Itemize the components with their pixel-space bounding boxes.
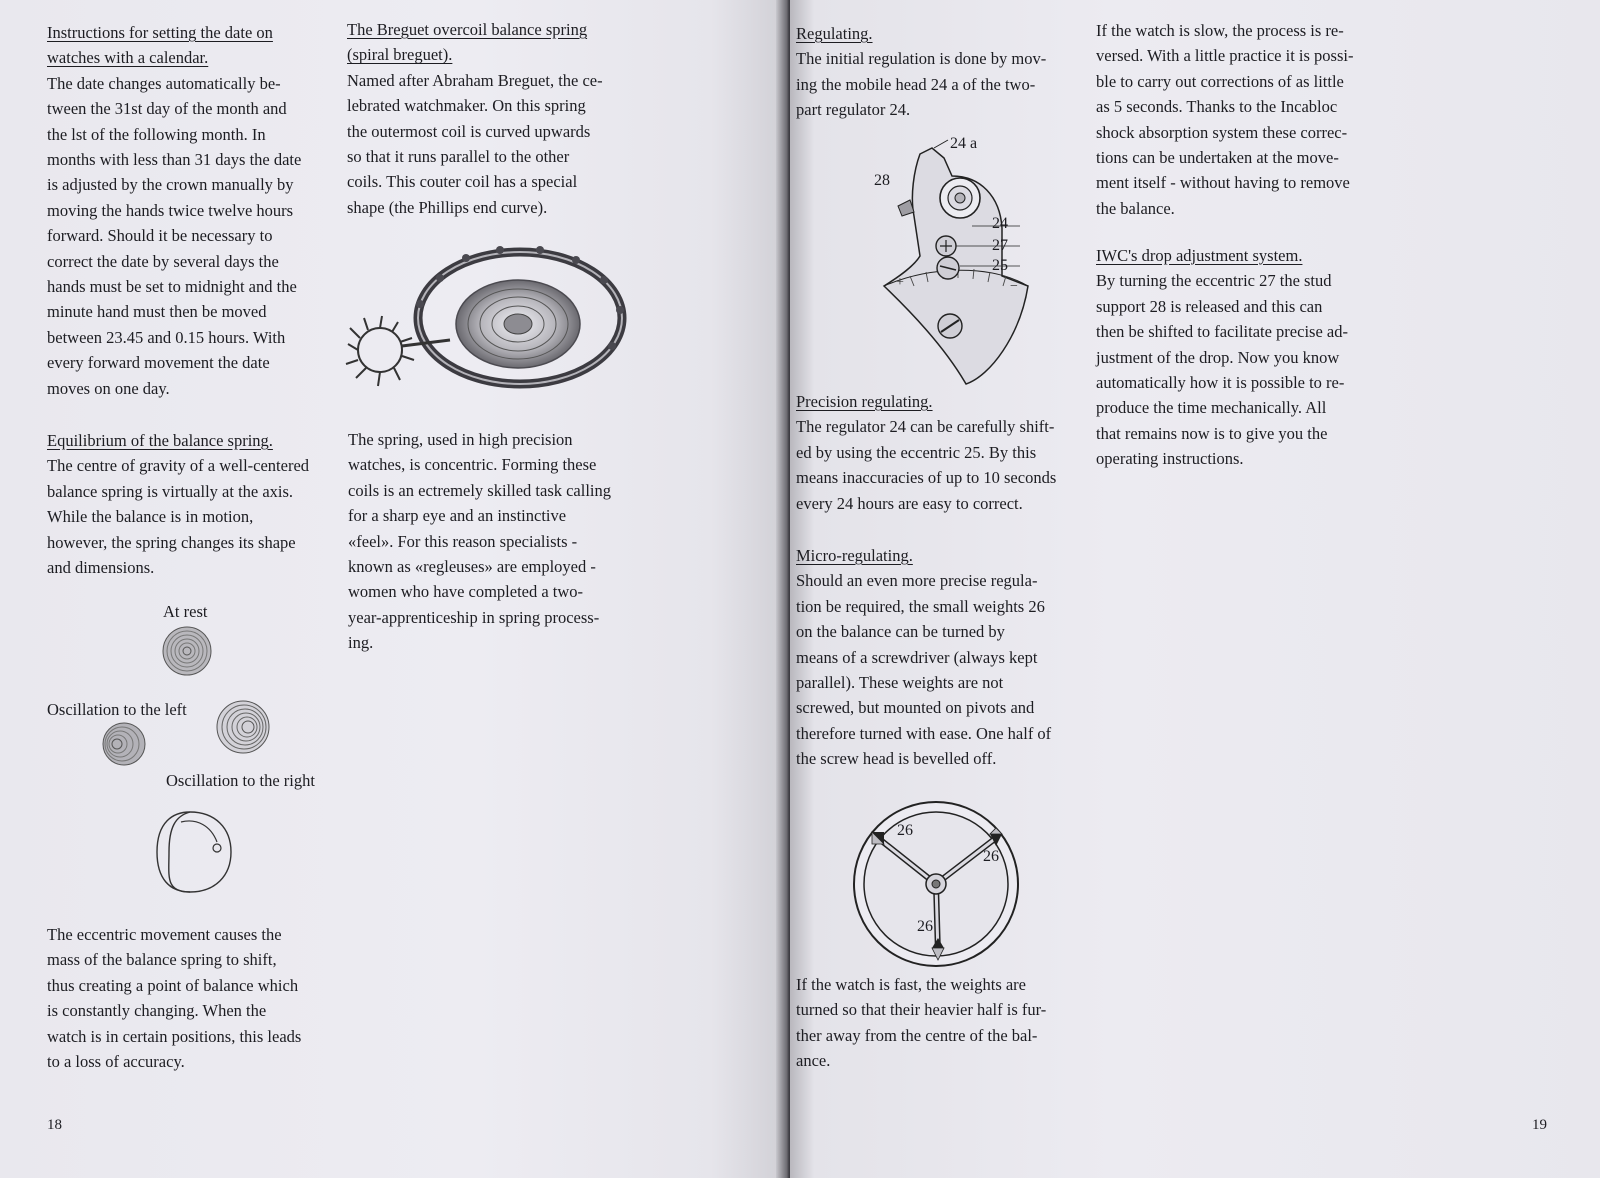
- calendar-heading-line-1: Instructions for setting the date on: [47, 23, 273, 42]
- micro-line: on the balance can be turned by: [796, 622, 1005, 642]
- drop-section: [1096, 243, 1348, 472]
- spring-line: ing.: [348, 633, 374, 653]
- spring-line: for a sharp eye and an instinctive: [348, 506, 567, 526]
- equilibrium-line: however, the spring changes its shape: [47, 532, 296, 552]
- spring-line: women who have completed a two-: [348, 582, 584, 602]
- drop-line: then be shifted to facilitate precise ad-: [1096, 322, 1348, 342]
- slow-line: ment itself - without having to remove: [1096, 173, 1350, 193]
- weight-label-26-right: 26: [983, 848, 999, 865]
- drop-line: that remains now is to give you the: [1096, 423, 1328, 443]
- precision-heading: Precision regulating.: [796, 392, 933, 411]
- drop-heading: IWC's drop adjustment system.: [1096, 246, 1303, 265]
- calendar-line: moves on one day.: [47, 378, 170, 398]
- spring-line: year-apprenticeship in spring process-: [348, 607, 600, 627]
- balance-weights-diagram: [850, 798, 1022, 970]
- micro-line: tion be required, the small weights 26: [796, 596, 1045, 616]
- calendar-line: forward. Should it be necessary to: [47, 226, 273, 246]
- fast-line: ther away from the centre of the bal-: [796, 1025, 1038, 1045]
- regulator-label-24: 24: [992, 215, 1008, 232]
- spring-oscillation-right-diagram: [214, 698, 272, 756]
- slow-line: If the watch is slow, the process is re-: [1096, 21, 1344, 40]
- oscillation-left-label: Oscillation to the left: [47, 700, 187, 719]
- regulating-line: ing the mobile head 24 a of the two-: [796, 74, 1036, 94]
- calendar-line: every forward movement the date: [47, 353, 270, 373]
- eccentric-line: to a loss of accuracy.: [47, 1052, 185, 1072]
- calendar-line: correct the date by several days the: [47, 251, 279, 271]
- breguet-line: Named after Abraham Breguet, the ce-: [347, 70, 603, 90]
- drop-line: automatically how it is possible to re-: [1096, 373, 1345, 393]
- at-rest-label: At rest: [163, 602, 208, 621]
- svg-text:+: +: [896, 275, 904, 290]
- micro-section: [796, 543, 1051, 772]
- slow-section: [1096, 18, 1353, 221]
- weight-label-26-left: 26: [897, 822, 913, 839]
- micro-line: screwed, but mounted on pivots and: [796, 698, 1035, 718]
- calendar-line: minute hand must then be moved: [47, 302, 267, 322]
- micro-line: therefore turned with ease. One half of: [796, 723, 1052, 743]
- spring-line: coils is an ectremely skilled task calling: [348, 480, 612, 500]
- left-page: [0, 0, 790, 1178]
- equilibrium-line: The centre of gravity of a well-centered: [47, 456, 310, 476]
- precision-line: The regulator 24 can be carefully shift-: [796, 417, 1055, 437]
- calendar-line: is adjusted by the crown manually by: [47, 175, 294, 195]
- eccentric-line: mass of the balance spring to shift,: [47, 950, 277, 970]
- regulating-section: [796, 21, 1046, 123]
- regulating-heading: Regulating.: [796, 24, 873, 43]
- oscillation-right-label: Oscillation to the right: [166, 771, 315, 790]
- breguet-section: [347, 17, 603, 220]
- slow-line: shock absorption system these correc-: [1096, 122, 1348, 142]
- eccentric-line: is constantly changing. When the: [47, 1001, 267, 1021]
- regulator-label-28: 28: [874, 172, 890, 189]
- calendar-line: months with less than 31 days the date: [47, 150, 302, 170]
- balance-wheel-photo: [340, 240, 630, 410]
- breguet-line: lebrated watchmaker. On this spring: [347, 96, 586, 116]
- slow-line: versed. With a little practice it is possi-: [1096, 46, 1354, 66]
- spring-oscillation-left-diagram: [100, 720, 148, 768]
- drop-line: support 28 is released and this can: [1096, 296, 1323, 316]
- precision-line: every 24 hours are easy to correct.: [796, 493, 1023, 513]
- regulator-label-27: 27: [992, 237, 1008, 254]
- regulator-diagram: [870, 136, 1040, 386]
- weight-label-26-bottom: 26: [917, 918, 933, 935]
- spring-line: The spring, used in high precision: [348, 430, 573, 449]
- breguet-heading-line-1: The Breguet overcoil balance spring: [347, 20, 588, 39]
- calendar-line: between 23.45 and 0.15 hours. With: [47, 327, 286, 347]
- breguet-heading-line-2: (spiral breguet).: [347, 45, 453, 65]
- precision-line: means inaccuracies of up to 10 seconds: [796, 468, 1057, 488]
- drop-line: operating instructions.: [1096, 449, 1244, 469]
- drop-line: justment of the drop. Now you know: [1096, 347, 1340, 367]
- slow-line: tions can be undertaken at the move-: [1096, 148, 1339, 168]
- micro-line: parallel). These weights are not: [796, 673, 1004, 693]
- equilibrium-line: and dimensions.: [47, 558, 155, 578]
- fast-section: [796, 972, 1046, 1074]
- eccentric-line: The eccentric movement causes the: [47, 925, 282, 944]
- eccentric-line: thus creating a point of balance which: [47, 975, 299, 995]
- eccentric-section: [47, 922, 301, 1074]
- regulating-line: The initial regulation is done by mov-: [796, 49, 1047, 69]
- equilibrium-line: balance spring is virtually at the axis.: [47, 481, 294, 501]
- micro-line: the screw head is bevelled off.: [796, 749, 997, 769]
- spring-at-rest-diagram: [160, 624, 214, 678]
- spring-section: [348, 427, 611, 656]
- calendar-section: [47, 20, 301, 401]
- calendar-line: moving the hands twice twelve hours: [47, 200, 294, 220]
- micro-line: means of a screwdriver (always kept: [796, 647, 1038, 667]
- calendar-heading-line-2: watches with a calendar.: [47, 48, 209, 68]
- right-page: [790, 0, 1600, 1178]
- fast-line: ance.: [796, 1051, 831, 1071]
- fast-line: If the watch is fast, the weights are: [796, 975, 1027, 994]
- drop-line: By turning the eccentric 27 the stud: [1096, 271, 1332, 291]
- micro-line: Should an even more precise regula-: [796, 571, 1038, 591]
- equilibrium-line: While the balance is in motion,: [47, 507, 254, 527]
- eccentric-line: watch is in certain positions, this leads: [47, 1026, 302, 1046]
- precision-section: [796, 389, 1056, 516]
- calendar-line: the lst of the following month. In: [47, 124, 266, 144]
- spring-line: watches, is concentric. Forming these: [348, 455, 597, 475]
- slow-line: as 5 seconds. Thanks to the Incabloc: [1096, 97, 1338, 117]
- slow-line: ble to carry out corrections of as little: [1096, 71, 1344, 91]
- precision-line: ed by using the eccentric 25. By this: [796, 442, 1037, 462]
- spring-line: known as «regleuses» are employed -: [348, 557, 596, 577]
- calendar-line: tween the 31st day of the month and: [47, 99, 287, 119]
- calendar-line: The date changes automatically be-: [47, 73, 281, 93]
- micro-heading: Micro-regulating.: [796, 546, 913, 565]
- drop-line: produce the time mechanically. All: [1096, 398, 1327, 418]
- page-number-right: 19: [1532, 1117, 1547, 1133]
- svg-text:−: −: [1010, 279, 1018, 294]
- breguet-line: the outermost coil is curved upwards: [347, 121, 591, 141]
- spring-line: «feel». For this reason specialists -: [348, 531, 578, 551]
- calendar-line: hands must be set to midnight and the: [47, 277, 297, 297]
- equilibrium-heading: Equilibrium of the balance spring.: [47, 431, 273, 450]
- overcoil-diagram: [145, 808, 235, 896]
- page-number-left: 18: [47, 1117, 62, 1133]
- regulator-label-25: 25: [992, 257, 1008, 274]
- breguet-line: coils. This couter coil has a special: [347, 172, 578, 192]
- equilibrium-section: [47, 428, 309, 580]
- fast-line: turned so that their heavier half is fur-: [796, 1000, 1047, 1020]
- regulating-line: part regulator 24.: [796, 100, 911, 120]
- slow-line: the balance.: [1096, 198, 1175, 218]
- breguet-line: so that it runs parallel to the other: [347, 147, 570, 167]
- breguet-line: shape (the Phillips end curve).: [347, 197, 548, 217]
- regulator-label-24a: 24 a: [950, 135, 978, 152]
